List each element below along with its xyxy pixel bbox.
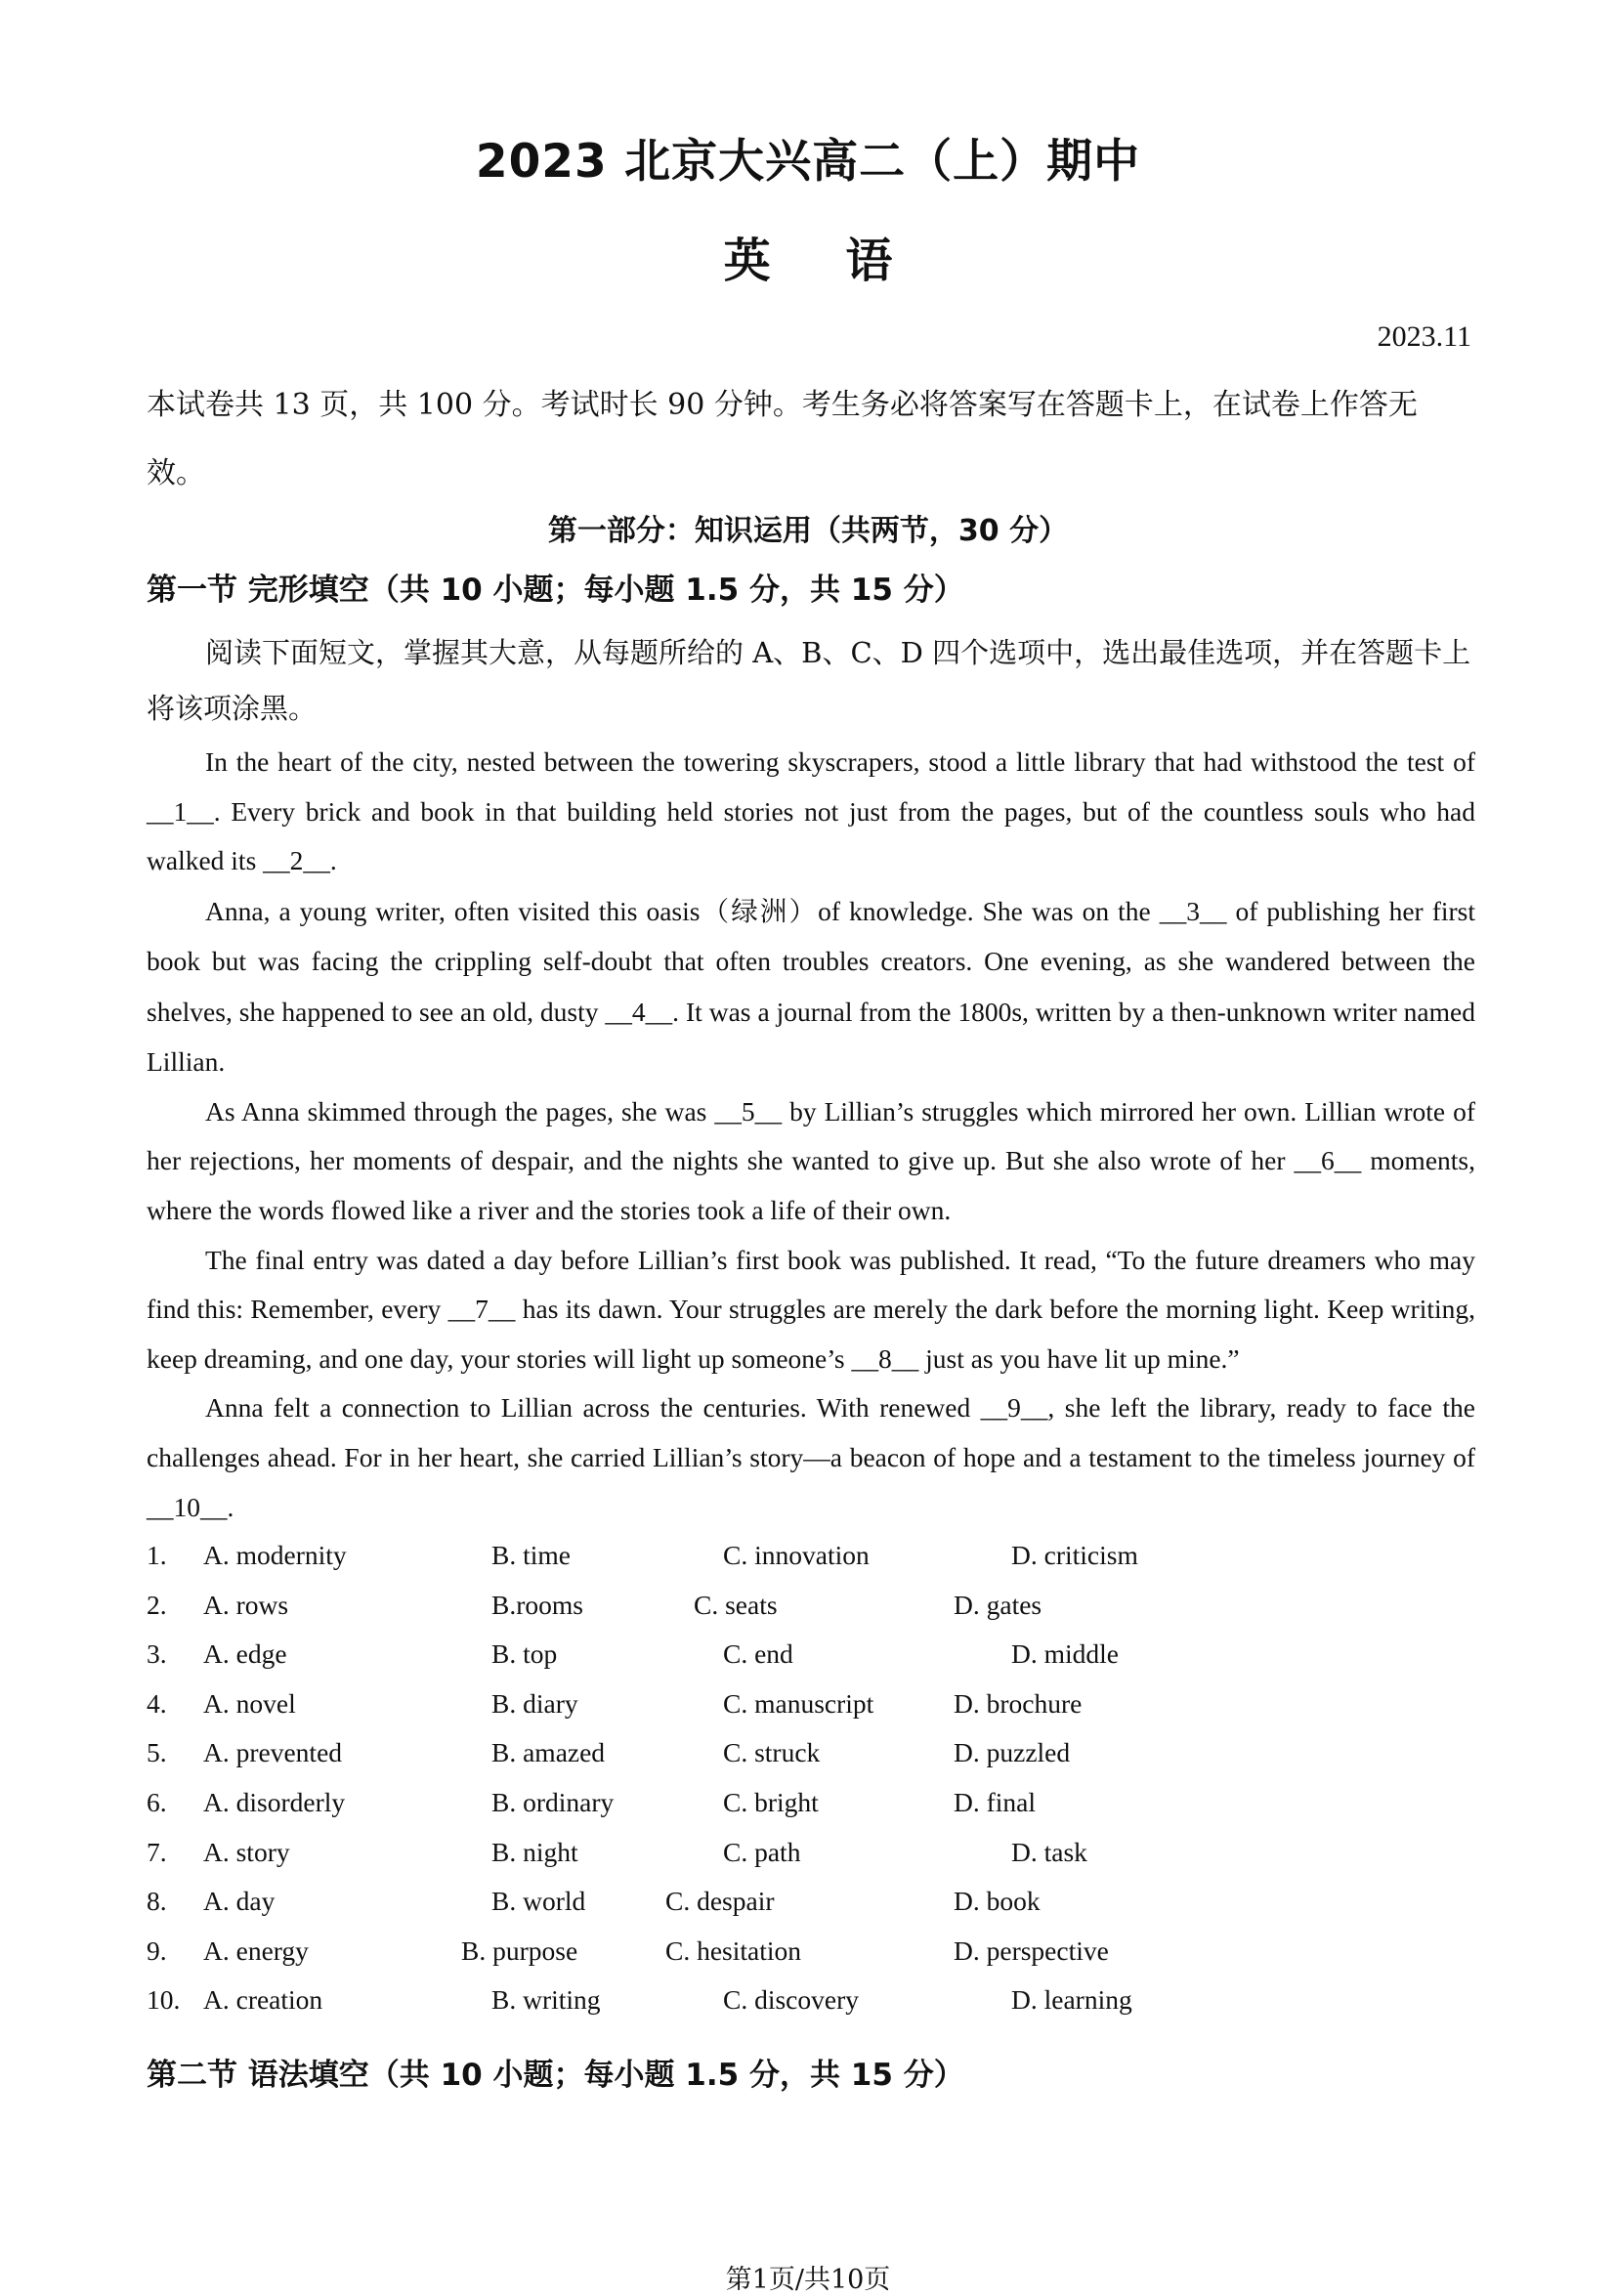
question-number: 10. — [147, 1984, 181, 2016]
option-d: D. book — [954, 1886, 1041, 1917]
option-d: D. final — [954, 1786, 1037, 1817]
option-a: A. story — [203, 1836, 290, 1867]
option-b: B. night — [491, 1836, 578, 1867]
passage-paragraph: The final entry was dated a day before Lillian’s first book was published. It read, “To the future dreamers who may find this: Remember, every __7__ has its dawn. Your struggles are merely the dark before the morning light. Keep writing, keep dreaming, and one day, your stories will light up someone’s __8__ just as you have lit up mine.” — [147, 1244, 1475, 1374]
option-a: A. creation — [203, 1984, 323, 2016]
option-a: A. modernity — [203, 1540, 347, 1570]
option-b: B. top — [491, 1638, 558, 1670]
option-b: B. diary — [491, 1687, 578, 1719]
passage-paragraph: Anna felt a connection to Lillian across the centuries. With renewed __9__, she left the library, ready to face the challenges ahead. For in her heart, she carried Lillian’s story—a beacon of hope and a testament to the timeless journey of __10__. — [147, 1392, 1475, 1522]
passage-paragraph: As Anna skimmed through the pages, she was __5__ by Lillian’s struggles which mirrored her own. Lillian wrote of her rejections, her moments of despair, and the nights she wanted to give up. But she also wrote of her __6__ moments, where the words flowed like a river and the stories took a life of their own. — [147, 1095, 1475, 1225]
option-d: D. perspective — [954, 1935, 1109, 1966]
exam-title: 2023 北京大兴高二（上）期中 — [475, 135, 1141, 189]
option-a: A. day — [203, 1886, 276, 1917]
question-number: 4. — [147, 1687, 167, 1719]
option-a: A. disorderly — [203, 1786, 346, 1817]
question-number: 7. — [147, 1836, 167, 1867]
option-d: D. middle — [1011, 1638, 1119, 1670]
question-number: 6. — [147, 1786, 167, 1817]
option-c: C. manuscript — [723, 1687, 874, 1719]
option-d: D. task — [1011, 1836, 1087, 1867]
section1-title: 第一节 完形填空（共 10 小题；每小题 1.5 分，共 15 分） — [147, 573, 964, 608]
subject-title: 英 语 — [723, 234, 893, 288]
option-c: C. bright — [723, 1786, 819, 1817]
option-c: C. end — [723, 1638, 793, 1670]
option-c: C. seats — [694, 1589, 778, 1620]
option-b: B. world — [491, 1886, 586, 1917]
option-d: D. brochure — [954, 1687, 1083, 1719]
option-d: D. gates — [954, 1589, 1042, 1620]
question-number: 9. — [147, 1935, 167, 1966]
question-number: 5. — [147, 1737, 167, 1768]
option-c: C. path — [723, 1836, 801, 1867]
option-c: C. discovery — [723, 1984, 860, 2016]
question-number: 8. — [147, 1886, 167, 1917]
option-b: B.rooms — [491, 1589, 583, 1620]
passage-paragraph: In the heart of the city, nested between the towering skyscrapers, stood a little library that had withstood the test of __1__. Every brick and book in that building held stories not just from the pages, but of the countless souls who had walked its __2__. — [147, 746, 1475, 876]
option-a: A. edge — [203, 1638, 287, 1670]
option-b: B. time — [491, 1540, 571, 1570]
option-d: D. learning — [1011, 1984, 1132, 2016]
passage-paragraph: Anna, a young writer, often visited this oasis（绿洲）of knowledge. She was on the __3__ of publishing her first book but was facing the crippling self-doubt that often troubles creators. One evening, as she wandered between the shelves, she happened to see an old, dusty __4__. It was a journal from the 1800s, written by a then-unknown writer named Lillian. — [147, 895, 1475, 1078]
section1-instructions: 阅读下面短文，掌握其大意，从每题所给的 A、B、C、D 四个选项中，选出最佳选项，并在答题卡上将该项涂黑。 — [147, 636, 1471, 725]
question-number: 3. — [147, 1638, 167, 1670]
option-b: B. purpose — [461, 1935, 578, 1966]
option-b: B. ordinary — [491, 1786, 615, 1817]
option-b: B. writing — [491, 1984, 601, 2016]
option-c: C. struck — [723, 1737, 821, 1768]
option-d: D. puzzled — [954, 1737, 1071, 1768]
exam-date: 2023.11 — [1377, 320, 1471, 353]
page-footer: 第1页/共10页 — [725, 2265, 891, 2295]
option-b: B. amazed — [491, 1737, 606, 1768]
option-a: A. novel — [203, 1687, 296, 1719]
part1-title: 第一部分：知识运用（共两节，30 分） — [547, 514, 1069, 548]
question-number: 1. — [147, 1540, 167, 1570]
section2-title: 第二节 语法填空（共 10 小题；每小题 1.5 分，共 15 分） — [147, 2058, 964, 2093]
option-d: D. criticism — [1011, 1540, 1138, 1570]
cloze-passage — [147, 738, 1475, 1532]
option-a: A. rows — [203, 1589, 289, 1620]
option-a: A. energy — [203, 1935, 309, 1966]
option-c: C. hesitation — [665, 1935, 802, 1966]
option-c: C. despair — [665, 1886, 775, 1917]
question-number: 2. — [147, 1589, 167, 1620]
option-c: C. innovation — [723, 1540, 870, 1570]
option-a: A. prevented — [203, 1737, 343, 1768]
exam-notice: 本试卷共 13 页，共 100 分。考试时长 90 分钟。考生务必将答案写在答题卡上，在试卷上作答无效。 — [147, 388, 1418, 490]
